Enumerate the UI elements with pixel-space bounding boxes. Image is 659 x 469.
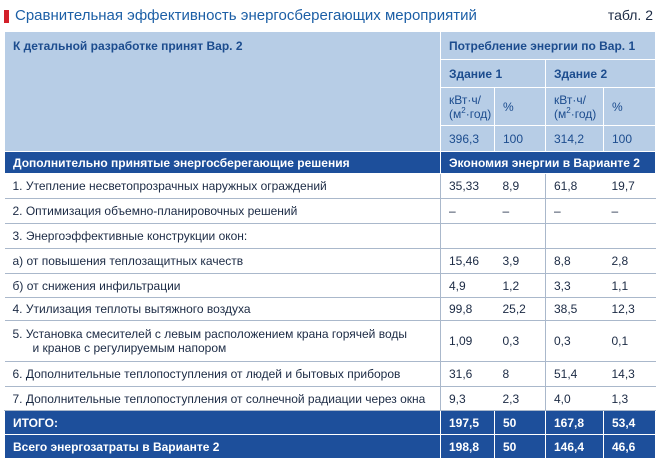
grand-total-row [5,435,656,459]
table-row [5,362,656,387]
row-label: 7. Дополнительные теплопоступления от солнечной радиации через окна [5,387,441,411]
cell-v2: 4,0 [546,387,604,411]
grand-total-label: Всего энергозатраты в Варианте 2 [5,435,441,459]
row-label: а) от повышения теплозащитных качеств [5,249,441,274]
row-label: 3. Энергоэффективные конструкции окон: [5,224,441,249]
cell-v1: 99,8 [441,298,495,321]
consumption-header: Потребление энергии по Вар. 1 [441,32,656,60]
cell-v2: 8,8 [546,249,604,274]
cell-p2: 1,1 [604,274,656,298]
cell-v1: 31,6 [441,362,495,387]
row-label: 4. Утилизация теплоты вытяжного воздуха [5,298,441,321]
building1-header: Здание 1 [441,60,546,88]
b1-value: 396,3 [441,126,495,152]
cell-v1: 9,3 [441,387,495,411]
section-left: Дополнительно принятые энергосберегающие решения [5,152,441,174]
row-label: 6. Дополнительные теплопоступления от людей и бытовых приборов [5,362,441,387]
cell-p2: 19,7 [604,174,656,199]
cell-v1: 4,9 [441,274,495,298]
cell-p1: 1,2 [495,274,546,298]
row-label: 2. Оптимизация объемно-планировочных решений [5,199,441,224]
row-label [5,321,441,362]
b2-pct: 100 [604,126,656,152]
title-marker [4,10,9,23]
cell-v1: 15,46 [441,249,495,274]
pct-cell-b1: % [495,88,546,126]
table-row [5,224,656,249]
section-header-row [5,152,656,174]
table-row [5,274,656,298]
unit-line1: кВт·ч/ [449,92,481,107]
row-label: 1. Утепление несветопрозрачных наружных ограждений [5,174,441,199]
table-row [5,199,656,224]
cell-p2: 0,1 [604,321,656,362]
cell-v1: 35,33 [441,174,495,199]
cell-p2: 1,3 [604,387,656,411]
grand-total-v1: 198,8 [441,435,495,459]
total-v1: 197,5 [441,411,495,435]
header-left-cell: К детальной разработке принят Вар. 2 [5,32,441,152]
cell-p1 [495,224,546,249]
grand-total-p1: 50 [495,435,546,459]
table-number: табл. 2 [607,7,653,23]
row-label-line1: 5. Установка смесителей с левым расположением крана горячей воды [12,327,407,341]
b1-pct: 100 [495,126,546,152]
unit-line2-pre: (м [554,106,567,121]
table-row [5,387,656,411]
cell-p1: 8,9 [495,174,546,199]
cell-v1: – [441,199,495,224]
row-label: б) от снижения инфильтрации [5,274,441,298]
cell-v2: 0,3 [546,321,604,362]
building2-header: Здание 2 [546,60,656,88]
total-p1: 50 [495,411,546,435]
cell-p2: – [604,199,656,224]
pct-cell-b2: % [604,88,656,126]
unit-line2-pre: (м [449,106,462,121]
unit-cell-b2 [546,88,604,126]
efficiency-table [4,31,656,459]
cell-p1: 2,3 [495,387,546,411]
unit-line2-post: ·год) [465,106,492,121]
header-row-1 [5,32,656,60]
unit-sup: 2 [461,105,466,115]
grand-total-v2: 146,4 [546,435,604,459]
cell-v2: 3,3 [546,274,604,298]
unit-sup: 2 [566,105,571,115]
total-v2: 167,8 [546,411,604,435]
cell-v1: 1,09 [441,321,495,362]
table-row [5,298,656,321]
grand-total-p2: 46,6 [604,435,656,459]
table-title: Сравнительная эффективность энергосберегающих мероприятий [15,7,477,24]
cell-p1: 3,9 [495,249,546,274]
cell-v2 [546,224,604,249]
table-row [5,174,656,199]
cell-p2: 2,8 [604,249,656,274]
table-row [5,249,656,274]
cell-p1: 0,3 [495,321,546,362]
total-p2: 53,4 [604,411,656,435]
row-label-line2: и кранов с регулируемым напором [32,341,227,355]
cell-p1: 8 [495,362,546,387]
total-label: ИТОГО: [5,411,441,435]
unit-cell-b1 [441,88,495,126]
section-right: Экономия энергии в Варианте 2 [441,152,656,174]
cell-p2 [604,224,656,249]
unit-line1: кВт·ч/ [554,92,586,107]
cell-v2: 61,8 [546,174,604,199]
total-row [5,411,656,435]
cell-p2: 12,3 [604,298,656,321]
cell-v2: 38,5 [546,298,604,321]
table-row [5,321,656,362]
cell-p1: – [495,199,546,224]
cell-v1 [441,224,495,249]
cell-v2: 51,4 [546,362,604,387]
cell-p2: 14,3 [604,362,656,387]
title-bar [0,0,659,30]
cell-p1: 25,2 [495,298,546,321]
b2-value: 314,2 [546,126,604,152]
unit-line2-post: ·год) [570,106,597,121]
cell-v2: – [546,199,604,224]
